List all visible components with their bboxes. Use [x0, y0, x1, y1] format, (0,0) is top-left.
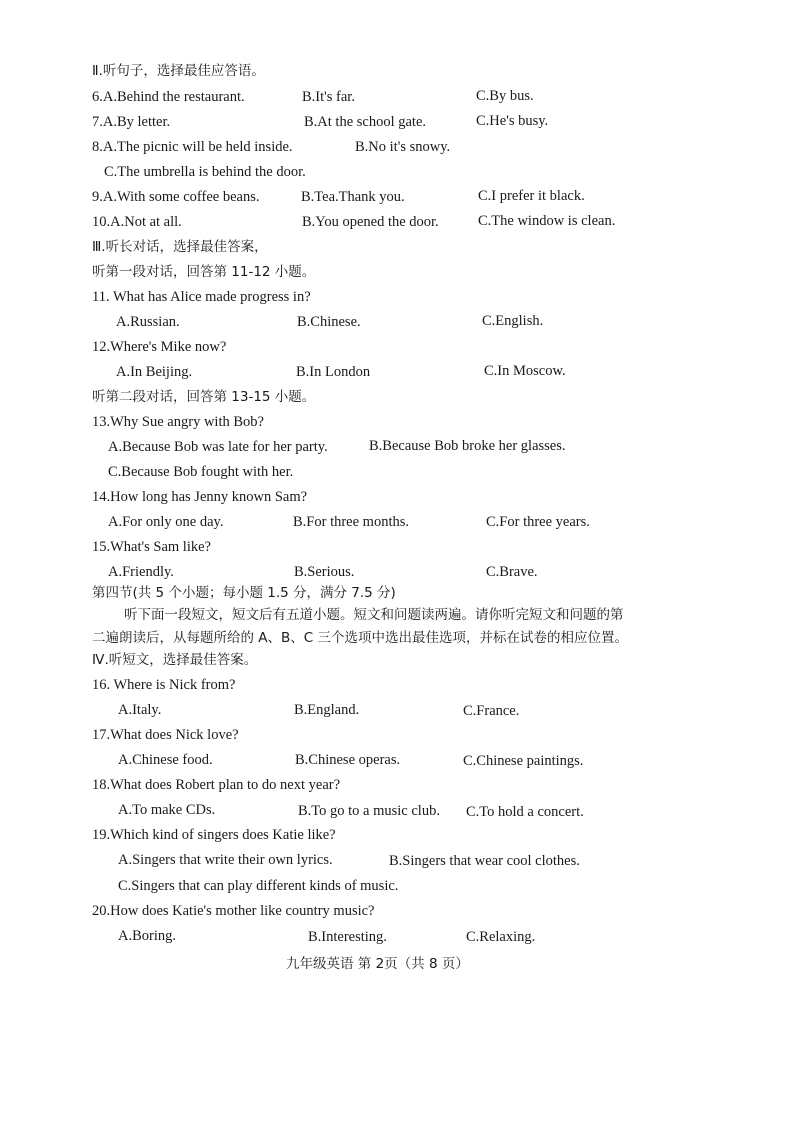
- q10-option-a: 10.A.Not at all.: [92, 214, 182, 230]
- q17-stem: 17.What does Nick love?: [92, 727, 239, 743]
- q16-option-a: A.Italy.: [118, 702, 162, 718]
- q14-option-b: B.For three months.: [293, 514, 409, 530]
- q12-option-b: B.In London: [296, 364, 371, 380]
- q18-option-c: C.To hold a concert.: [466, 804, 584, 820]
- q6-option-a: 6.A.Behind the restaurant.: [92, 89, 245, 105]
- q9-option-b: B.Tea.Thank you.: [301, 189, 405, 205]
- q13-stem: 13.Why Sue angry with Bob?: [92, 414, 264, 430]
- q17-option-a: A.Chinese food.: [118, 752, 213, 768]
- q18-option-b: B.To go to a music club.: [298, 803, 440, 819]
- q6-option-c: C.By bus.: [476, 88, 534, 104]
- q8-option-a: 8.A.The picnic will be held inside.: [92, 139, 293, 155]
- q8-option-c: C.The umbrella is behind the door.: [104, 164, 306, 180]
- q15-option-c: C.Brave.: [486, 564, 538, 580]
- q12-option-c: C.In Moscow.: [484, 363, 566, 379]
- section-3-heading: Ⅲ.听长对话，选择最佳答案，: [92, 239, 268, 255]
- q19-option-c: C.Singers that can play different kinds of music.: [118, 878, 399, 894]
- q13-option-a: A.Because Bob was late for her party.: [108, 439, 328, 455]
- q18-stem: 18.What does Robert plan to do next year?: [92, 777, 341, 793]
- q14-option-c: C.For three years.: [486, 514, 590, 530]
- q20-option-b: B.Interesting.: [308, 929, 387, 945]
- q11-option-b: B.Chinese.: [297, 314, 361, 330]
- page-footer: 九年级英语 第 2页（共 8 页）: [286, 956, 469, 972]
- q17-option-b: B.Chinese operas.: [295, 752, 401, 768]
- q12-option-a: A.In Beijing.: [116, 364, 193, 380]
- q15-option-a: A.Friendly.: [108, 564, 174, 580]
- q20-option-c: C.Relaxing.: [466, 929, 536, 945]
- instruction-line-2: 二遍朗读后，从每题所给的 A、B、C 三个选项中选出最佳选项，并标在试卷的相应位置。: [92, 630, 629, 646]
- q15-stem: 15.What's Sam like?: [92, 539, 211, 555]
- q19-option-a: A.Singers that write their own lyrics.: [118, 852, 333, 868]
- q11-option-c: C.English.: [482, 313, 544, 329]
- part-4-title: 第四节(共 5 个小题；每小题 1.5 分，满分 7.5 分): [92, 585, 396, 601]
- q11-option-a: A.Russian.: [116, 314, 180, 330]
- q14-stem: 14.How long has Jenny known Sam?: [92, 489, 308, 505]
- q7-option-b: B.At the school gate.: [304, 114, 427, 130]
- q15-option-b: B.Serious.: [294, 564, 355, 580]
- q20-option-a: A.Boring.: [118, 928, 176, 944]
- q10-option-b: B.You opened the door.: [302, 214, 439, 230]
- q13-option-b: B.Because Bob broke her glasses.: [369, 438, 566, 454]
- q9-option-a: 9.A.With some coffee beans.: [92, 189, 260, 205]
- q9-option-c: C.I prefer it black.: [478, 188, 585, 204]
- q19-option-b: B.Singers that wear cool clothes.: [389, 853, 580, 869]
- q16-option-b: B.England.: [294, 702, 360, 718]
- q14-option-a: A.For only one day.: [108, 514, 224, 530]
- q8-option-b: B.No it's snowy.: [355, 139, 451, 155]
- q10-option-c: C.The window is clean.: [478, 213, 616, 229]
- dialog-1-intro: 听第一段对话，回答第 11-12 小题。: [92, 264, 316, 280]
- q16-option-c: C.France.: [463, 703, 520, 719]
- q18-option-a: A.To make CDs.: [118, 802, 216, 818]
- dialog-2-intro: 听第二段对话，回答第 13-15 小题。: [92, 389, 316, 405]
- q6-option-b: B.It's far.: [302, 89, 355, 105]
- section-4-heading: Ⅳ.听短文，选择最佳答案。: [92, 652, 258, 668]
- q19-stem: 19.Which kind of singers does Katie like?: [92, 827, 336, 843]
- q16-stem: 16. Where is Nick from?: [92, 677, 236, 693]
- q11-stem: 11. What has Alice made progress in?: [92, 289, 311, 305]
- q13-option-c: C.Because Bob fought with her.: [108, 464, 294, 480]
- q7-option-c: C.He's busy.: [476, 113, 549, 129]
- section-2-heading: Ⅱ.听句子，选择最佳应答语。: [92, 63, 265, 79]
- q7-option-a: 7.A.By letter.: [92, 114, 171, 130]
- instruction-line-1: 听下面一段短文，短文后有五道小题。短文和问题读两遍。请你听完短文和问题的第: [124, 607, 624, 623]
- q17-option-c: C.Chinese paintings.: [463, 753, 584, 769]
- q20-stem: 20.How does Katie's mother like country music?: [92, 903, 375, 919]
- q12-stem: 12.Where's Mike now?: [92, 339, 227, 355]
